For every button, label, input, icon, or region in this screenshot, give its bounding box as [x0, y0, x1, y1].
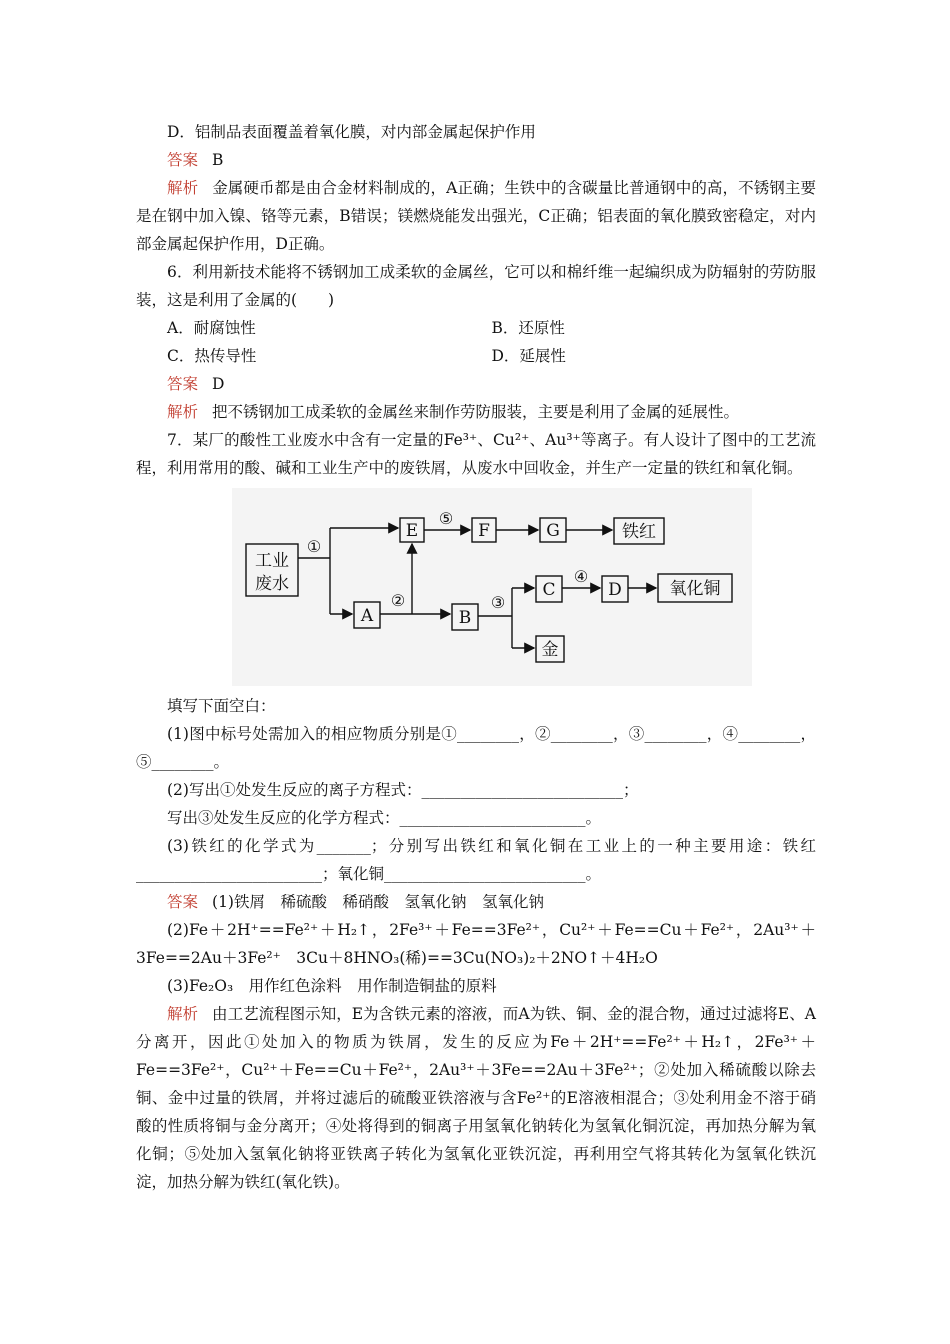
q6-option-b: B．还原性 [491, 319, 565, 337]
fill-question-2a: (2)写出①处发生反应的离子方程式：__________________________； [167, 781, 639, 799]
q6-option-c: C．热传导性 [167, 347, 257, 365]
process-flow-diagram [232, 488, 752, 686]
node-a-label: A [360, 606, 374, 626]
node-b-label: B [458, 608, 472, 628]
step-3-label: ③ [490, 593, 506, 612]
answer-value: D [212, 375, 225, 393]
q7-analysis [136, 1000, 816, 1196]
q7-stem: 7．某厂的酸性工业废水中含有一定量的Fe³⁺、Cu²⁺、Au³⁺等离子。有人设计了图中的工艺流程，利用常用的酸、碱和工业生产中的废铁屑，从废水中回收金，并生产一定量的铁红和氧化铜。 [136, 431, 816, 477]
q7-answer-1 [136, 888, 816, 916]
q6-options-row-1 [136, 314, 816, 342]
q6-option-d: D．延展性 [491, 347, 566, 365]
q5-answer [136, 146, 816, 174]
copper-oxide-label: 氧化铜 [669, 579, 721, 599]
start-label-2: 废水 [255, 574, 289, 594]
q6-options-row-2 [136, 342, 816, 370]
analysis-text: 由工艺流程图示知，E为含铁元素的溶液，而A为铁、铜、金的混合物，通过过滤将E、A分离开，因此①处加入的物质为铁屑，发生的反应为Fe＋2H⁺==Fe²⁺＋H₂↑，2Fe³⁺＋Fe==3Fe²⁺，Cu²⁺＋Fe==Cu＋Fe²⁺，2Au³⁺＋3Fe==2Au＋3Fe²⁺；②处加入稀硫酸以除去铜、金中过量的铁屑，并将过滤后的硫酸亚铁溶液与含Fe²⁺的E溶液相混合；③处利用金不溶于硝酸的性质将铜与金分离开；④处将得到的铜离子用氢氧化钠转化为氢氧化铜沉淀，再加热分解为氧化铜；⑤处加入氢氧化钠将亚铁离子转化为氢氧化亚铁沉淀，再利用空气将其转化为氢氧化铁沉淀，加热分解为铁红(氧化铁)。 [136, 1005, 816, 1191]
analysis-label: 解析 [167, 1005, 199, 1023]
step-1-label: ① [306, 537, 322, 556]
step-2-label: ② [390, 591, 406, 610]
q5-option-d: D．铝制品表面覆盖着氧化膜，对内部金属起保护作用 [167, 123, 536, 141]
analysis-text: 把不锈钢加工成柔软的金属丝来制作劳防服装，主要是利用了金属的延展性。 [212, 403, 740, 421]
document-body [136, 118, 816, 1196]
node-f-label: F [478, 521, 490, 541]
analysis-label: 解析 [167, 403, 199, 421]
q7-answer-2: (2)Fe＋2H⁺==Fe²⁺＋H₂↑，2Fe³⁺＋Fe==3Fe²⁺，Cu²⁺＋Fe==Cu＋Fe²⁺，2Au³⁺＋3Fe==2Au＋3Fe²⁺ 3Cu＋8HNO₃(稀)==3Cu(NO₃)₂＋2NO↑＋4H₂O [136, 921, 816, 967]
answer-value: B [212, 151, 224, 169]
node-e-label: E [405, 521, 419, 541]
q6-option-a: A．耐腐蚀性 [167, 319, 256, 337]
start-label-1: 工业 [255, 551, 289, 571]
answer-value: (1)铁屑 稀硫酸 稀硝酸 氢氧化钠 氢氧化钠 [212, 893, 544, 911]
node-c-label: C [542, 580, 556, 600]
answer-label: 答案 [167, 375, 199, 393]
analysis-label: 解析 [167, 179, 199, 197]
answer-label: 答案 [167, 151, 199, 169]
node-g-label: G [546, 521, 560, 541]
analysis-text: 金属硬币都是由合金材料制成的，A正确；生铁中的含碳量比普通钢中的高，不锈钢主要是在钢中加入镍、铬等元素，B错误；镁燃烧能发出强光，C正确；铝表面的氧化膜致密稳定，对内部金属起保护作用，D正确。 [136, 179, 816, 253]
answer-label: 答案 [167, 893, 199, 911]
gold-label: 金 [541, 640, 559, 660]
fill-question-2b: 写出③处发生反应的化学方程式：________________________。 [167, 809, 602, 827]
fill-intro: 填写下面空白： [167, 697, 276, 715]
flow-svg [232, 488, 752, 686]
fill-question-1: (1)图中标号处需加入的相应物质分别是①________，②________，③________，④________，⑤________。 [136, 725, 816, 771]
node-d-label: D [608, 580, 622, 600]
q7-answer-3: (3)Fe₂O₃ 用作红色涂料 用作制造铜盐的原料 [167, 977, 497, 995]
step-5-label: ⑤ [438, 509, 454, 528]
q6-analysis [136, 398, 816, 426]
q5-analysis [136, 174, 816, 258]
q6-stem: 6．利用新技术能将不锈钢加工成柔软的金属丝，它可以和棉纤维一起编织成为防辐射的劳防服装，这是利用了金属的( ) [136, 263, 816, 309]
step-4-label: ④ [573, 567, 589, 586]
iron-red-label: 铁红 [622, 522, 656, 542]
fill-question-3: (3)铁红的化学式为_______；分别写出铁红和氧化铜在工业上的一种主要用途：铁红________________________；氧化铜__________________________。 [136, 837, 816, 883]
q6-answer [136, 370, 816, 398]
